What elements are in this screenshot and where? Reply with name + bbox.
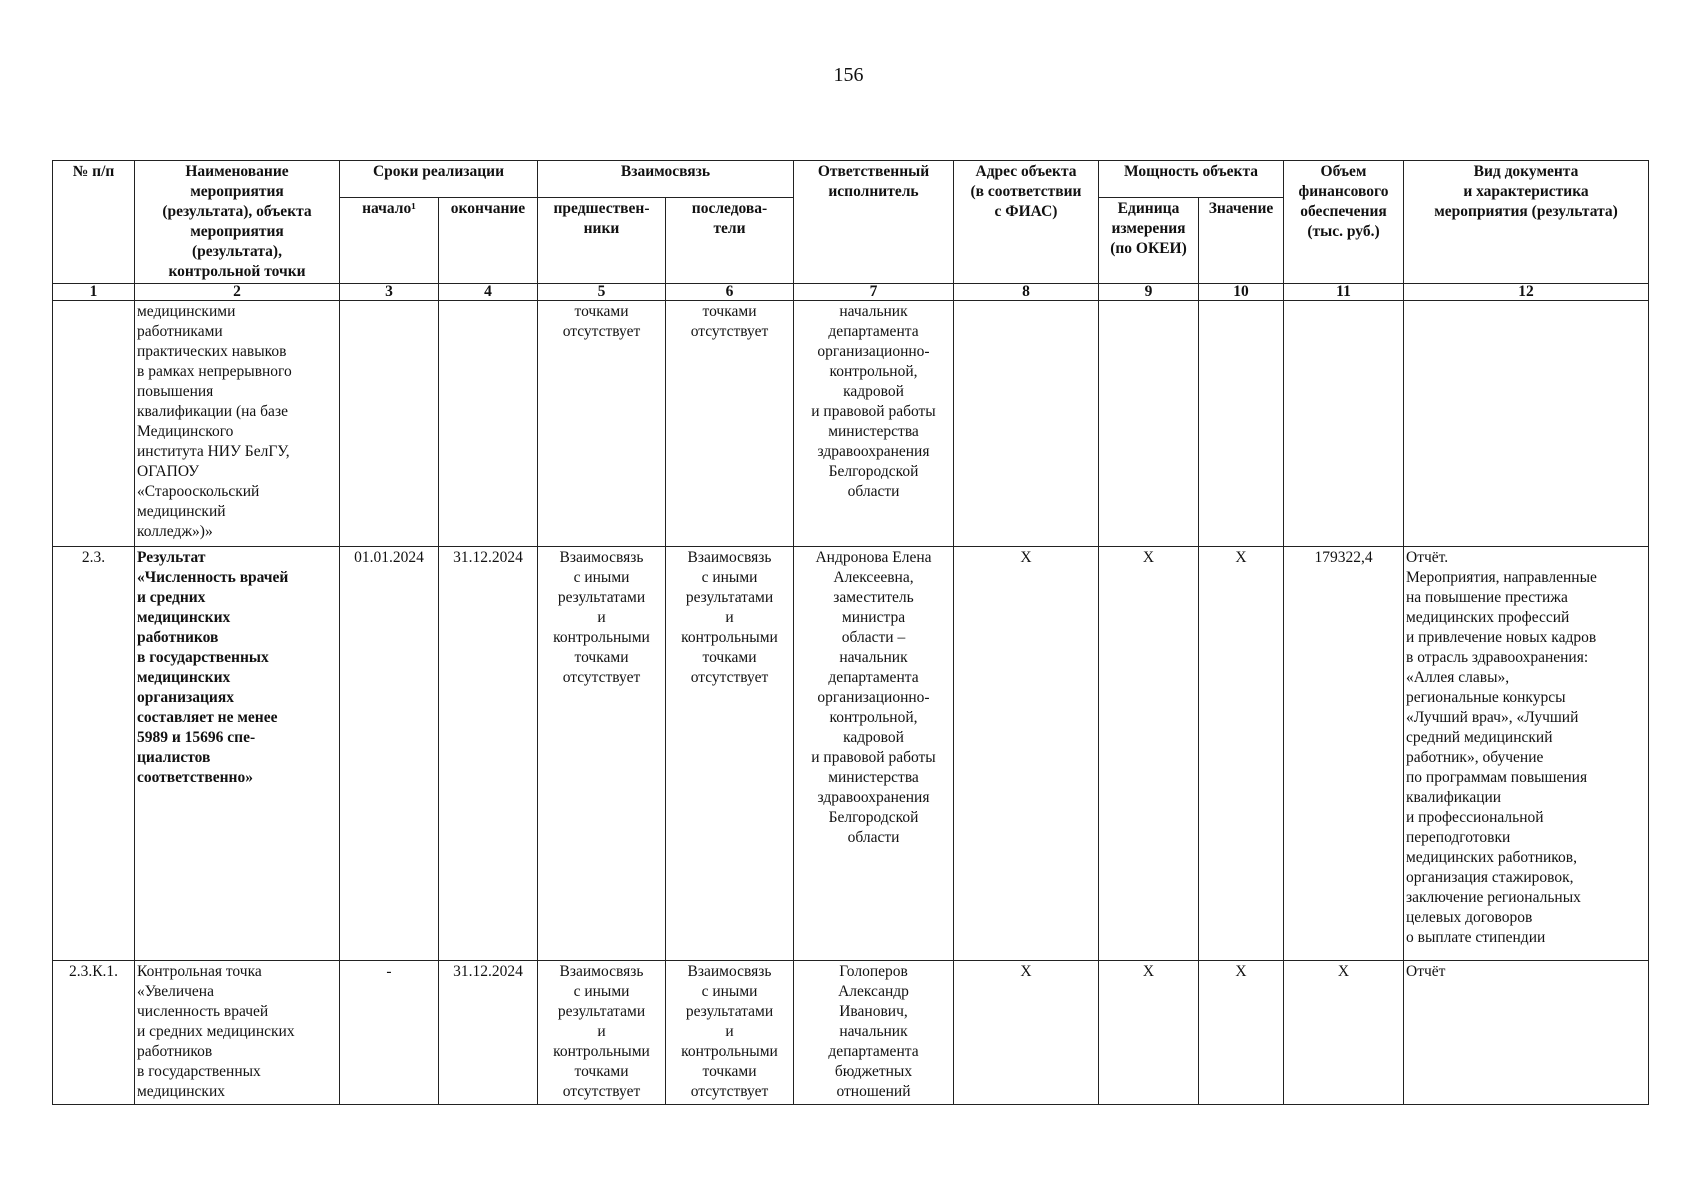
cell-unit bbox=[1099, 301, 1199, 547]
header-row-1 bbox=[53, 161, 1649, 198]
header-group-link: Взаимосвязь bbox=[538, 161, 794, 198]
cell-end: 31.12.2024 bbox=[439, 547, 538, 961]
cell-name: медицинскими работниками практических навыков в рамках непрерывного повышения квалификации (на базе Медицинского института НИУ БелГУ, ОГАПОУ «Старооскольский медицинский колледж»)» bbox=[135, 301, 340, 547]
column-numbers-row bbox=[53, 284, 1649, 301]
cell-start: - bbox=[340, 961, 439, 1105]
cell-successors: Взаимосвязь с иными результатами и контрольными точками отсутствует bbox=[666, 961, 794, 1105]
header-col-successors: последова- тели bbox=[666, 198, 794, 284]
header-col-name: Наименование мероприятия (результата), объекта мероприятия (результата), контрольной точки bbox=[135, 161, 340, 284]
cell-end: 31.12.2024 bbox=[439, 961, 538, 1105]
column-number: 4 bbox=[439, 284, 538, 301]
cell-predecessors: точками отсутствует bbox=[538, 301, 666, 547]
table-row bbox=[53, 547, 1649, 961]
cell-volume: 179322,4 bbox=[1284, 547, 1404, 961]
cell-document bbox=[1404, 301, 1649, 547]
column-number: 2 bbox=[135, 284, 340, 301]
column-number: 7 bbox=[794, 284, 954, 301]
cell-value: Х bbox=[1199, 547, 1284, 961]
cell-volume: Х bbox=[1284, 961, 1404, 1105]
header-col-volume: Объем финансового обеспечения (тыс. руб.) bbox=[1284, 161, 1404, 284]
header-col-end: окончание bbox=[439, 198, 538, 284]
column-number: 12 bbox=[1404, 284, 1649, 301]
header-col-value: Значение bbox=[1199, 198, 1284, 284]
cell-successors: Взаимосвязь с иными результатами и контрольными точками отсутствует bbox=[666, 547, 794, 961]
cell-document: Отчёт bbox=[1404, 961, 1649, 1105]
header-col-address: Адрес объекта (в соответствии с ФИАС) bbox=[954, 161, 1099, 284]
cell-predecessors: Взаимосвязь с иными результатами и контрольными точками отсутствует bbox=[538, 547, 666, 961]
cell-address: Х bbox=[954, 547, 1099, 961]
cell-start bbox=[340, 301, 439, 547]
cell-name: Результат «Численность врачей и средних медицинских работников в государственных медицинских организациях составляет не менее 5989 и 15696 спе- циалистов соответственно» bbox=[135, 547, 340, 961]
column-number: 3 bbox=[340, 284, 439, 301]
page-number: 156 bbox=[833, 64, 864, 86]
cell-value bbox=[1199, 301, 1284, 547]
cell-responsible: Голоперов Александр Иванович, начальник департамента бюджетных отношений bbox=[794, 961, 954, 1105]
header-group-terms: Сроки реализации bbox=[340, 161, 538, 198]
cell-value: Х bbox=[1199, 961, 1284, 1105]
cell-responsible: начальник департамента организационно- контрольной, кадровой и правовой работы министерства здравоохранения Белгородской области bbox=[794, 301, 954, 547]
header-col-responsible: Ответственный исполнитель bbox=[794, 161, 954, 284]
column-number: 10 bbox=[1199, 284, 1284, 301]
column-number: 9 bbox=[1099, 284, 1199, 301]
header-col-unit: Единица измерения (по ОКЕИ) bbox=[1099, 198, 1199, 284]
cell-document: Отчёт. Мероприятия, направленные на повышение престижа медицинских профессий и привлечение новых кадров в отрасль здравоохранения: «Аллея славы», региональные конкурсы «Лучший врач», «Лучший средний медицинский работник», обучение по программам повышения квалификации и профессиональной переподготовки медицинских работников, организация стажировок, заключение региональных целевых договоров о выплате стипендии bbox=[1404, 547, 1649, 961]
cell-address bbox=[954, 301, 1099, 547]
header-col-document: Вид документа и характеристика мероприятия (результата) bbox=[1404, 161, 1649, 284]
cell-num: 2.3. bbox=[53, 547, 135, 961]
column-number: 1 bbox=[53, 284, 135, 301]
cell-volume bbox=[1284, 301, 1404, 547]
cell-start: 01.01.2024 bbox=[340, 547, 439, 961]
header-col-num: № п/п bbox=[53, 161, 135, 284]
cell-name: Контрольная точка «Увеличена численность врачей и средних медицинских работников в государственных медицинских bbox=[135, 961, 340, 1105]
column-number: 5 bbox=[538, 284, 666, 301]
header-col-start: начало¹ bbox=[340, 198, 439, 284]
cell-unit: Х bbox=[1099, 547, 1199, 961]
activities-table bbox=[52, 160, 1649, 1105]
column-number: 6 bbox=[666, 284, 794, 301]
header-group-capacity: Мощность объекта bbox=[1099, 161, 1284, 198]
cell-end bbox=[439, 301, 538, 547]
table-row bbox=[53, 961, 1649, 1105]
cell-num bbox=[53, 301, 135, 547]
cell-successors: точками отсутствует bbox=[666, 301, 794, 547]
table-row bbox=[53, 301, 1649, 547]
column-number: 8 bbox=[954, 284, 1099, 301]
cell-num: 2.3.К.1. bbox=[53, 961, 135, 1105]
cell-responsible: Андронова Елена Алексеевна, заместитель министра области – начальник департамента организационно- контрольной, кадровой и правовой работы министерства здравоохранения Белгородской области bbox=[794, 547, 954, 961]
cell-address: Х bbox=[954, 961, 1099, 1105]
cell-unit: Х bbox=[1099, 961, 1199, 1105]
header-col-predecessors: предшествен- ники bbox=[538, 198, 666, 284]
cell-predecessors: Взаимосвязь с иными результатами и контрольными точками отсутствует bbox=[538, 961, 666, 1105]
column-number: 11 bbox=[1284, 284, 1404, 301]
